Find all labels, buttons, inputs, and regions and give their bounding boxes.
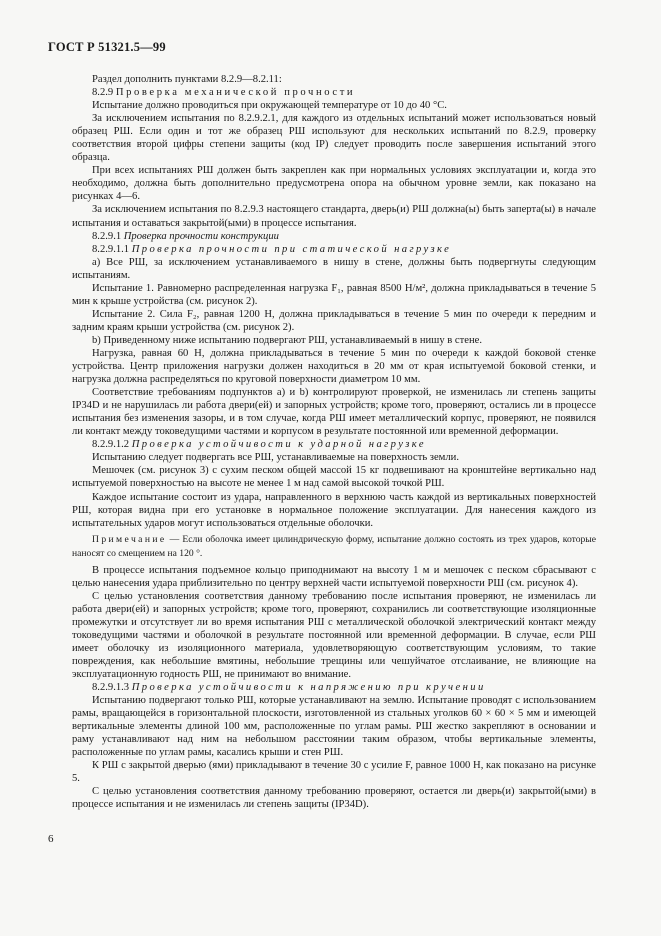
paragraph [72, 491, 596, 530]
section-title: Проверка прочности конструкции [123, 230, 279, 242]
paragraph-text: Испытанию подвергают только РШ, которые устанавливают на землю. Испытание проводят с использованием рамы, вращающейся в горизонтальной плоскости, изготовленной из стальных уголков 60 × 60 × 5 мм и имеющей вертикальные элементы длиной 100 мм, расположенные по углам рамы. РШ жестко закрепляют в основании и раму устанавливают над ним на небольшом расстоянии таким образом, чтобы вертикальные элементы, расположенные по углам рамы, касались крыши и стен РШ. [72, 695, 596, 759]
section-title: Проверка механической прочности [115, 87, 356, 99]
paragraph-text: В процессе испытания подъемное кольцо приподнимают на высоту 1 м и мешочек с песком сбрасывают с целью нанесения удара приблизительно по центру верхней части испытуемой поверхности РШ (см. рисунок 4). [72, 564, 596, 589]
section-number: 8.2.9 [92, 87, 116, 99]
paragraph [72, 164, 596, 203]
paragraph-text: а) Все РШ, за исключением устанавливаемого в нишу в стене, должны быть подвергнуты следующим испытаниям. [72, 256, 596, 281]
paragraph [72, 347, 596, 386]
paragraph-text: b) Приведенному ниже испытанию подвергают РШ, устанавливаемый в нишу в стене. [92, 334, 482, 346]
section-title: Проверка устойчивости к ударной нагрузке [131, 439, 426, 451]
paragraph [72, 99, 596, 112]
paragraph-text: Каждое испытание состоит из удара, направленного в верхнюю часть каждой из вертикальных поверхностей РШ, которая видна при его установке в нормальное положение эксплуатации. Для нанесения каждого из испытательных ударов могут использоваться отдельные оболочки. [72, 491, 596, 529]
section-number: 8.2.9.1.2 [92, 439, 132, 451]
section-heading [72, 681, 596, 694]
paragraph [72, 564, 596, 590]
paragraph [72, 73, 596, 86]
paragraph-text: Раздел дополнить пунктами 8.2.9—8.2.11: [92, 74, 282, 85]
paragraph [72, 112, 596, 164]
paragraph-text: С целью установления соответствия данному требованию после испытания проверяют, не изменилась ли работа двери(ей) и запорных устройств; кроме того, проверяют, сохранились ли соответствующие изоляционные промежутки и отсутствует ли во время испытания РШ с металлической оболочкой электрический контакт между токоведущими частями и оболочкой в результате постоянной или временной деформации. В случае, если РШ имеет оболочку из изоляционного материала, удовлетворяющую соответствующим условиям, то такие повреждения, как небольшие вмятины, небольшие трещины или чешуйчатое отслаивание, не влияющие на эксплуатационную годность РШ, не принимают во внимание. [72, 590, 596, 681]
section-number: 8.2.9.1.3 [92, 682, 132, 694]
paragraph [72, 451, 596, 464]
paragraph [72, 590, 596, 681]
section-number: 8.2.9.1.1 [92, 243, 132, 255]
document-body [72, 73, 596, 812]
paragraph-text: К РШ с закрытой дверью (ями) прикладывают в течение 30 с усилие F, равное 1000 Н, как показано на рисунке 5. [72, 760, 596, 785]
paragraph [72, 386, 596, 438]
paragraph-text: Соответствие требованиям подпунктов а) и b) контролируют проверкой, не изменилась ли степень защиты IP34D и не нарушилась ли работа двери(ей) и запорных устройств; кроме того, проверяют, остались ли в процессе испытания без изменения зазоры, и в том случае, когда РШ имеет металлический корпус, проверяют, не появился ли контакт между токоведущими частями и корпусом в результате постоянной или временной деформации. [72, 387, 596, 438]
paragraph-text: Нагрузка, равная 60 Н, должна прикладываться в течение 5 мин по очереди к каждой боковой стенке устройства. Центр приложения нагрузки должен находиться в 20 мм от края испытуемой боковой стенки, и нагрузка должна распределяться по круговой поверхности диаметром 10 мм. [72, 347, 596, 386]
paragraph-text: С целью установления соответствия данному требованию проверяют, остается ли дверь(и) закрытой(ыми) в процессе испытания и не изменилась ли степень защиты (IP34D). [72, 786, 596, 811]
note-text: — Если оболочка имеет цилиндрическую форму, испытание должно состоять из трех ударов, которые наносят со смещением на 120 °. [72, 533, 596, 559]
section-title: Проверка прочности при статической нагрузке [131, 243, 452, 255]
page-number: 6 [48, 833, 54, 845]
paragraph [72, 308, 596, 334]
paragraph [72, 334, 596, 347]
note-paragraph [72, 533, 596, 561]
section-heading [72, 230, 596, 243]
paragraph-text: Испытание 2. Сила F₂, равная 1200 Н, должна прикладываться в течение 5 мин по очереди к передним и задним краям крыши устройства (см. рисунок 2). [72, 308, 596, 333]
paragraph-text: Испытание 1. Равномерно распределенная нагрузка F₁, равная 8500 Н/м², должна прикладываться в течение 5 мин к крыше устройства (см. рисунок 2). [72, 282, 596, 307]
section-heading [72, 86, 596, 99]
paragraph [72, 256, 596, 282]
paragraph [72, 203, 596, 229]
paragraph-group [72, 564, 596, 812]
paragraph [72, 282, 596, 308]
paragraph [72, 464, 596, 490]
section-title: Проверка устойчивости к напряжению при кручении [131, 682, 486, 694]
section-heading [72, 243, 596, 256]
paragraph [72, 759, 596, 785]
paragraph-text: За исключением испытания по 8.2.9.2.1, для каждого из отдельных испытаний может использоваться новый образец РШ. Если один и тот же образец РШ используют для нескольких испытаний по 8.2.9, проверку соответствия второй цифры степени защиты (код IP) следует проводить после завершения испытаний этого образца. [72, 113, 596, 164]
note-label: Примечание [92, 533, 167, 545]
document-header: ГОСТ Р 51321.5—99 [48, 40, 166, 54]
paragraph [72, 694, 596, 759]
section-number: 8.2.9.1 [92, 230, 124, 242]
paragraph [72, 785, 596, 811]
paragraph-group [72, 73, 596, 530]
paragraph-text: Мешочек (см. рисунок 3) с сухим песком общей массой 15 кг подвешивают на кронштейне вертикально над испытуемой поверхностью на высоте не менее 1 м над самой высокой точкой РШ. [72, 465, 596, 490]
paragraph-text: При всех испытаниях РШ должен быть закреплен как при нормальных условиях эксплуатации и, когда это необходимо, должна быть дополнительно предусмотрена опора на обычном уровне земли, как показано на рисунках 4—6. [72, 165, 596, 203]
section-heading [72, 438, 596, 451]
paragraph-text: За исключением испытания по 8.2.9.3 настоящего стандарта, дверь(и) РШ должна(ы) быть заперта(ы) в начале испытания и оставаться закрытой(ыми) в процессе испытания. [72, 204, 596, 229]
paragraph-text: Испытание должно проводиться при окружающей температуре от 10 до 40 °С. [92, 100, 447, 112]
paragraph-text: Испытанию следует подвергать все РШ, устанавливаемые на поверхность земли. [92, 452, 459, 464]
